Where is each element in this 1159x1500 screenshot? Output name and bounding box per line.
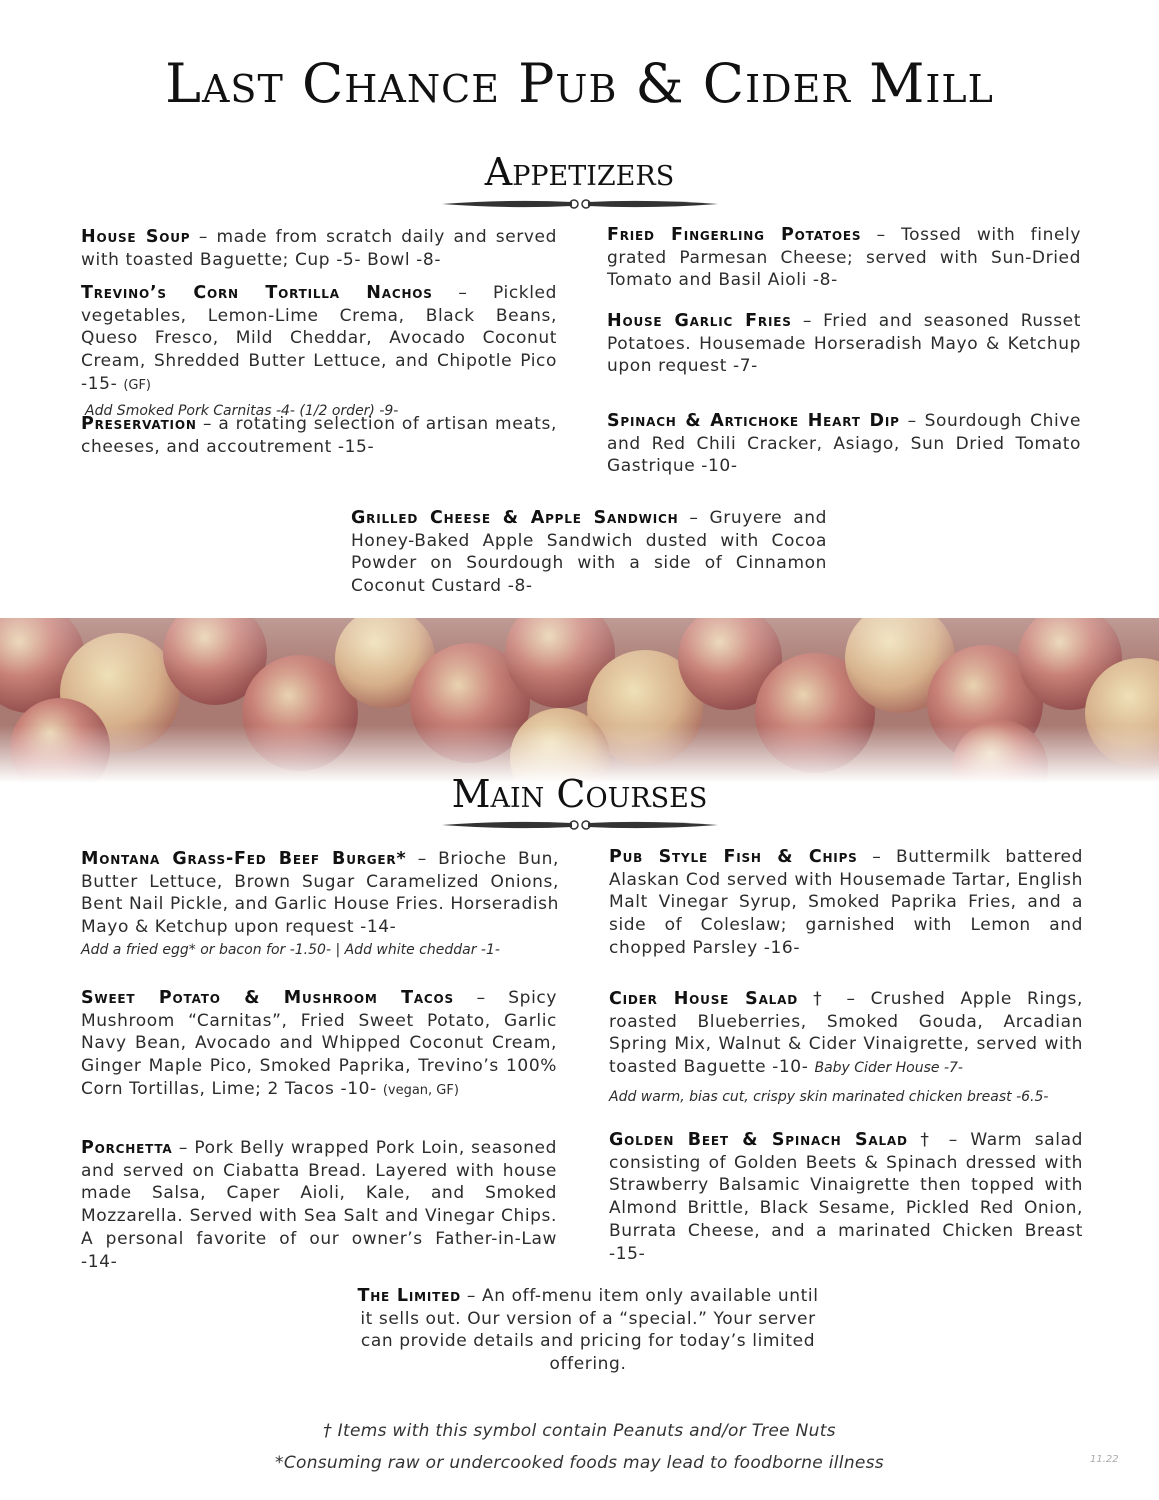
menu-item-preservation xyxy=(81,413,557,458)
item-name: House Soup xyxy=(81,227,191,247)
item-description: – Pork Belly wrapped Pork Loin, seasoned and served on Ciabatta Bread. Layered with house made Salsa, Caper Aioli, Kale, and Smoked Mozzarella. Served with Sea Salt and Vinegar Chips. A personal favorite of our owner’s Father-in-Law -14- xyxy=(81,1138,557,1272)
item-name: Montana Grass-Fed Beef Burger* xyxy=(81,849,407,869)
item-variant: Baby Cider House -7- xyxy=(814,1060,963,1077)
item-name: Golden Beet & Spinach Salad xyxy=(609,1130,908,1150)
menu-item-house-soup xyxy=(81,226,557,271)
item-name: Porchetta xyxy=(81,1138,173,1158)
item-name: The Limited xyxy=(357,1286,461,1306)
item-description: – Pickled vegetables, Lemon-Lime Crema, Black Beans, Queso Fresco, Mild Cheddar, Avocado Coconut Cream, Shredded Butter Lettuce, and Chipotle Pico -15- xyxy=(81,283,557,394)
item-name: Pub Style Fish & Chips xyxy=(609,847,858,867)
dietary-tag: (GF) xyxy=(123,377,152,393)
nut-allergy-footnote: † Items with this symbol contain Peanuts and/or Tree Nuts xyxy=(323,1421,836,1441)
item-description: – made from scratch daily and served with toasted Baguette; Cup -5- Bowl -8- xyxy=(81,227,557,270)
menu-item-cider-house-salad xyxy=(609,988,1083,1109)
menu-item-fish-and-chips xyxy=(609,846,1083,960)
item-description: – Warm salad consisting of Golden Beets & Spinach dressed with Strawberry Balsamic Vinaigrette then topped with Almond Brittle, Black Sesame, Pickled Red Onion, Burrata Cheese, and a marinated Chicken Breast -15- xyxy=(609,1130,1083,1264)
item-name: House Garlic Fries xyxy=(607,311,792,331)
menu-item-golden-beet-salad xyxy=(609,1129,1083,1265)
menu-item-fingerling-potatoes xyxy=(607,224,1081,292)
menu-item-beef-burger xyxy=(81,848,559,962)
item-name: Grilled Cheese & Apple Sandwich xyxy=(351,508,679,528)
divider-flourish-icon xyxy=(440,817,720,833)
nut-symbol: † xyxy=(797,989,832,1009)
divider-flourish-icon xyxy=(440,196,720,212)
item-addon-note: Add Smoked Pork Carnitas -4- (1/2 order) -9- xyxy=(85,402,399,419)
apples-banner-image xyxy=(0,618,1159,783)
item-name: Preservation xyxy=(81,414,197,434)
item-description: – a rotating selection of artisan meats, cheeses, and accoutrement -15- xyxy=(81,414,557,457)
item-description: – An off-menu item only available until it sells out. Our version of a “special.” Your server can provide details and pricing for today’s limited offering. xyxy=(360,1286,819,1375)
menu-item-grilled-cheese xyxy=(351,507,827,598)
menu-item-the-limited xyxy=(349,1285,827,1376)
item-description: – Sourdough Chive and Red Chili Cracker, Asiago, Sun Dried Tomato Gastrique -10- xyxy=(607,411,1081,477)
item-description: – Spicy Mushroom “Carnitas”, Fried Sweet Potato, Garlic Navy Bean, Avocado and Whipped Coconut Cream, Ginger Maple Pico, Smoked Paprika, Trevino’s 100% Corn Tortillas, Lime; 2 Tacos -10- xyxy=(81,988,558,1099)
item-name: Sweet Potato & Mushroom Tacos xyxy=(81,988,454,1008)
item-name: Spinach & Artichoke Heart Dip xyxy=(607,411,900,431)
item-addon-note: Add warm, bias cut, crispy skin marinated chicken breast -6.5- xyxy=(609,1088,1049,1105)
item-name: Fried Fingerling Potatoes xyxy=(607,225,862,245)
nut-symbol: † xyxy=(907,1130,937,1150)
item-description: – Crushed Apple Rings, roasted Blueberries, Smoked Gouda, Arcadian Spring Mix, Walnut & Cider Vinaigrette, served with toasted Baguette -10- xyxy=(609,989,1084,1078)
item-description: – Fried and seasoned Russet Potatoes. Housemade Horseradish Mayo & Ketchup upon request -7- xyxy=(607,311,1082,377)
menu-item-tacos xyxy=(81,987,557,1103)
menu-item-porchetta xyxy=(81,1137,557,1273)
main-courses-heading: Main Courses xyxy=(451,772,708,816)
item-description: – Tossed with finely grated Parmesan Cheese; served with Sun-Dried Tomato and Basil Aioli -8- xyxy=(607,225,1081,291)
version-label: 11.22 xyxy=(1090,1454,1119,1465)
raw-food-footnote: *Consuming raw or undercooked foods may lead to foodborne illness xyxy=(275,1453,884,1473)
menu-item-nachos xyxy=(81,282,557,422)
item-description: – Brioche Bun, Butter Lettuce, Brown Sugar Caramelized Onions, Bent Nail Pickle, and Garlic House Fries. Horseradish Mayo & Ketchup upon request -14- xyxy=(81,849,560,938)
item-addon-note: Add a fried egg* or bacon for -1.50- | Add white cheddar -1- xyxy=(81,941,500,958)
item-name: Cider House Salad xyxy=(609,989,798,1009)
appetizers-heading: Appetizers xyxy=(484,150,675,194)
item-name: Trevino’s Corn Tortilla Nachos xyxy=(81,283,433,303)
restaurant-title: Last Chance Pub & Cider Mill xyxy=(165,52,994,115)
dietary-tag: (vegan, GF) xyxy=(382,1082,459,1098)
item-description: – Buttermilk battered Alaskan Cod served with Housemade Tartar, English Malt Vinegar Syrup, Smoked Paprika Fries, and a side of Coleslaw; garnished with Lemon and chopped Parsley -16- xyxy=(609,847,1084,958)
menu-item-garlic-fries xyxy=(607,310,1081,378)
item-description: – Gruyere and Honey-Baked Apple Sandwich dusted with Cocoa Powder on Sourdough with a side of Cinnamon Coconut Custard -8- xyxy=(351,508,827,597)
menu-item-artichoke-dip xyxy=(607,410,1081,478)
